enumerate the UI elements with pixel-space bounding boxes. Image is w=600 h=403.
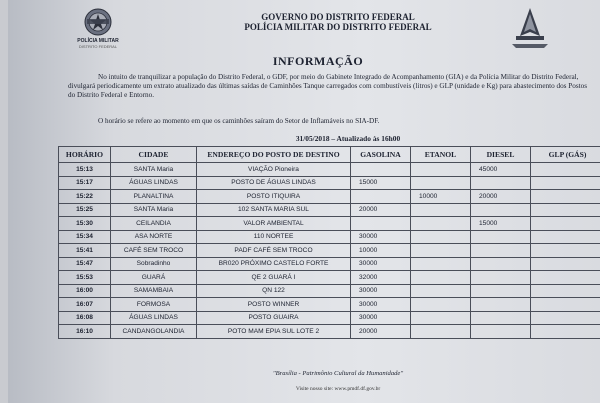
cell-time: 15:47 [59,257,111,271]
table-row [59,271,600,285]
cell-gasolina: 30000 [351,257,411,271]
table-row [59,257,600,271]
cell-glp [531,271,600,285]
cell-etanol [411,298,471,312]
col-header-horario: HORÁRIO [59,147,111,163]
col-header-diesel: DIESEL [471,147,531,163]
cell-gasolina [351,217,411,231]
cell-address: 102 SANTA MARIA SUL [197,203,351,217]
gov-line1: GOVERNO DO DISTRITO FEDERAL [261,12,415,22]
cell-city: GUARÁ [111,271,197,285]
cell-etanol [411,271,471,285]
cell-address: POSTO GUAIRA [197,311,351,325]
cell-address: VIAÇÃO Pioneira [197,163,351,177]
cell-glp [531,257,600,271]
cell-gasolina: 30000 [351,284,411,298]
cell-gasolina [351,163,411,177]
table-header-row [59,147,600,163]
table-row [59,230,600,244]
cell-etanol [411,311,471,325]
gdf-emblem-icon [508,6,552,55]
cell-time: 15:13 [59,163,111,177]
table-row [59,176,600,190]
intro-paragraph: No intuito de tranquilizar a população do Distrito Federal, o GDF, por meio do Gabinete Integrado de Acompanhamento (GIA) e da Polícia Militar do Distrito Federal, divulgará periodicamente um extrato atualizado das últimas saídas de Caminhões Tanque carregados com combustíveis (litros) e GLP (unidade e Kg) para abastecimento dos Postos do Distrito Federal e Entorno. [68,73,588,99]
cell-time: 16:10 [59,325,111,339]
cell-gasolina: 30000 [351,311,411,325]
date-title: 31/05/2018 – Atualizado às 16h00 [295,134,401,143]
cell-diesel [471,230,531,244]
table-row [59,244,600,258]
cell-glp [531,176,600,190]
cell-diesel [471,244,531,258]
cell-address: 110 NORTEE [197,230,351,244]
table-row [59,217,600,231]
police-badge-icon [81,6,115,38]
cell-time: 15:17 [59,176,111,190]
cell-gasolina: 20000 [351,325,411,339]
cell-etanol [411,230,471,244]
table-row [59,190,600,204]
table-row [59,163,600,177]
cell-time: 16:07 [59,298,111,312]
cell-time: 15:34 [59,230,111,244]
cell-etanol [411,244,471,258]
cell-city: FORMOSA [111,298,197,312]
cell-city: PLANALTINA [111,190,197,204]
cell-city: SANTA Maria [111,163,197,177]
cell-etanol [411,163,471,177]
cell-city: CANDANGOLANDIA [111,325,197,339]
cell-gasolina: 20000 [351,203,411,217]
cell-diesel [471,325,531,339]
col-header-endereco: ENDEREÇO DO POSTO DE DESTINO [197,147,351,163]
cell-address: QN 122 [197,284,351,298]
cell-etanol [411,325,471,339]
cell-address: POSTO WINNER [197,298,351,312]
government-header [208,12,468,32]
cell-city: Sobradinho [111,257,197,271]
cell-city: ASA NORTE [111,230,197,244]
cell-gasolina: 32000 [351,271,411,285]
cell-address: POSTO ITIQUIRA [197,190,351,204]
cell-time: 15:25 [59,203,111,217]
cell-diesel [471,311,531,325]
cell-time: 16:08 [59,311,111,325]
cell-glp [531,190,600,204]
cell-etanol [411,176,471,190]
table-row [59,298,600,312]
cell-gasolina [351,190,411,204]
cell-glp [531,311,600,325]
pmdf-logo [66,6,130,49]
cell-gasolina: 30000 [351,230,411,244]
cell-glp [531,325,600,339]
footer-site: Visite nosso site: www.pmdf.df.gov.br [295,386,381,392]
cell-time: 15:41 [59,244,111,258]
logo-sublabel: DISTRITO FEDERAL [78,44,118,49]
page-title: INFORMAÇÃO [272,54,364,68]
cell-city: ÁGUAS LINDAS [111,176,197,190]
footer-slogan: "Brasília - Patrimônio Cultural da Humanidade" [272,370,404,377]
cell-glp [531,203,600,217]
cell-time: 16:00 [59,284,111,298]
trucks-table [58,146,600,339]
cell-etanol [411,217,471,231]
cell-diesel [471,176,531,190]
cell-diesel [471,284,531,298]
cell-glp [531,217,600,231]
cell-address: POTO MAM EPIA SUL LOTE 2 [197,325,351,339]
cell-time: 15:53 [59,271,111,285]
cell-glp [531,284,600,298]
cell-diesel [471,271,531,285]
cell-gasolina: 10000 [351,244,411,258]
cell-diesel [471,257,531,271]
cell-city: SANTA Maria [111,203,197,217]
table-row [59,311,600,325]
cell-time: 15:22 [59,190,111,204]
cell-etanol [411,203,471,217]
cell-gasolina: 30000 [351,298,411,312]
document-sheet [8,0,600,403]
cell-etanol [411,257,471,271]
col-header-gasolina: GASOLINA [351,147,411,163]
gov-line2: POLÍCIA MILITAR DO DISTRITO FEDERAL [244,22,432,32]
cell-diesel: 15000 [471,217,531,231]
table-row [59,325,600,339]
table-row [59,284,600,298]
cell-address: BR020 PRÓXIMO CASTELO FORTE [197,257,351,271]
cell-city: ÁGUAS LINDAS [111,311,197,325]
cell-city: SAMAMBAIA [111,284,197,298]
cell-glp [531,244,600,258]
col-header-etanol: ETANOL [411,147,471,163]
cell-time: 15:30 [59,217,111,231]
cell-diesel [471,298,531,312]
horario-note: O horário se refere ao momento em que os caminhões saíram do Setor de Inflamáveis no SIA-DF. [98,117,380,125]
cell-etanol [411,284,471,298]
cell-address: VALOR AMBIENTAL [197,217,351,231]
cell-glp [531,230,600,244]
cell-city: CEILANDIA [111,217,197,231]
cell-address: PADF CAFÉ SEM TROCO [197,244,351,258]
cell-diesel [471,203,531,217]
cell-address: POSTO DE ÁGUAS LINDAS [197,176,351,190]
cell-etanol: 10000 [411,190,471,204]
cell-glp [531,298,600,312]
cell-gasolina: 15000 [351,176,411,190]
table-row [59,203,600,217]
col-header-glp: GLP (GÁS) [531,147,600,163]
cell-glp [531,163,600,177]
logo-label: POLÍCIA MILITAR [77,38,119,44]
cell-diesel: 20000 [471,190,531,204]
cell-diesel: 45000 [471,163,531,177]
cell-address: QE 2 GUARÁ I [197,271,351,285]
cell-city: CAFÉ SEM TROCO [111,244,197,258]
col-header-cidade: CIDADE [111,147,197,163]
